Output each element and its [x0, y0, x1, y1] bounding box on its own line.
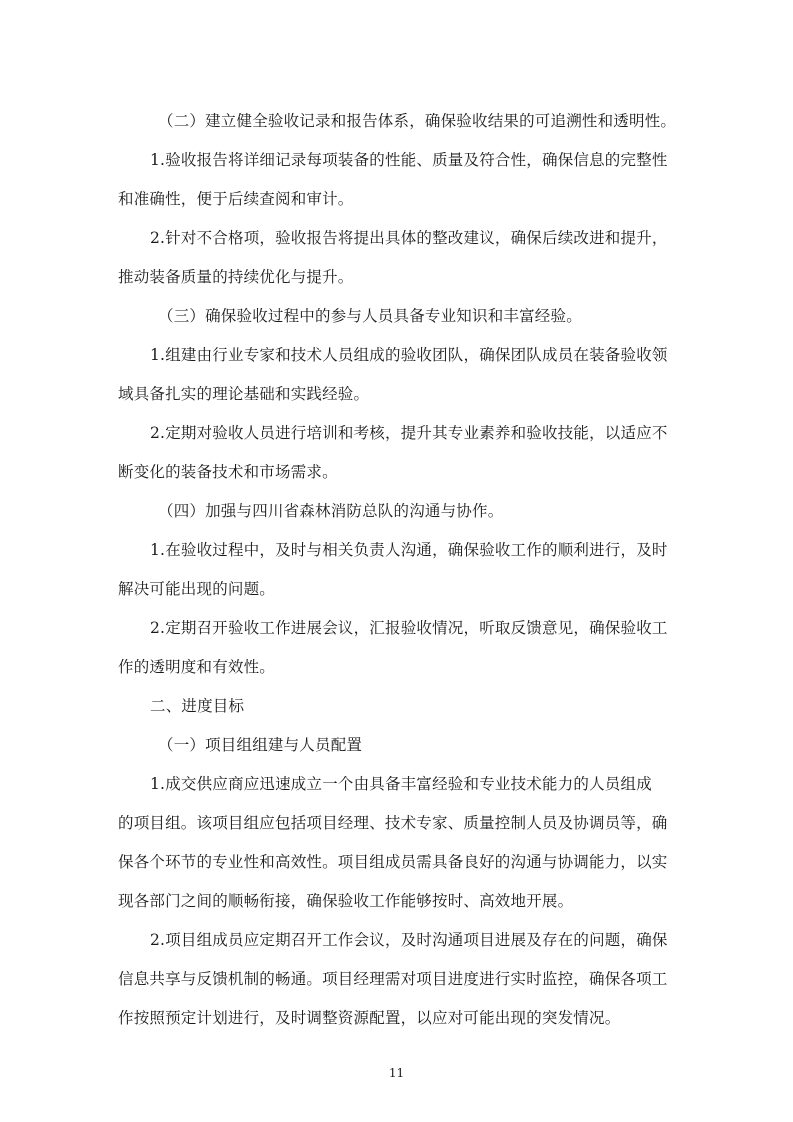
paragraph-line: 1.在验收过程中，及时与相关负责人沟通，确保验收工作的顺利进行，及时: [150, 541, 668, 559]
paragraph-line: 作的透明度和有效性。: [118, 658, 276, 676]
paragraph-line: 保各个环节的专业性和高效性。项目组成员需具备良好的沟通与协调能力，以实: [118, 853, 668, 871]
paragraph-line: 1.成交供应商应迅速成立一个由具备丰富经验和专业技术能力的人员组成: [150, 775, 652, 793]
section-heading-3: （三）确保验收过程中的参与人员具备专业知识和丰富经验。: [158, 307, 582, 325]
paragraph-line: 和准确性，便于后续查阅和审计。: [118, 190, 354, 208]
paragraph-line: 推动装备质量的持续优化与提升。: [118, 268, 354, 286]
paragraph-line: 作按照预定计划进行，及时调整资源配置，以应对可能出现的突发情况。: [118, 1009, 621, 1027]
paragraph-line: 2.定期召开验收工作进展会议，汇报验收情况，听取反馈意见，确保验收工: [150, 619, 668, 637]
paragraph-line: 域具备扎实的理论基础和实践经验。: [118, 385, 370, 403]
paragraph-line: 现各部门之间的顺畅衔接，确保验收工作能够按时、高效地开展。: [118, 892, 574, 910]
paragraph-line: 信息共享与反馈机制的畅通。项目经理需对项目进度进行实时监控，确保各项工: [118, 970, 668, 988]
chapter-heading: 二、进度目标: [150, 697, 245, 715]
paragraph-line: 的项目组。该项目组应包括项目经理、技术专家、质量控制人员及协调员等，确: [118, 814, 668, 832]
paragraph-line: 2.项目组成员应定期召开工作会议，及时沟通项目进展及存在的问题，确保: [150, 931, 668, 949]
paragraph-line: 解决可能出现的问题。: [118, 580, 276, 598]
paragraph-line: 2.针对不合格项，验收报告将提出具体的整改建议，确保后续改进和提升，: [150, 229, 668, 247]
page-number: 11: [388, 1066, 405, 1080]
paragraph-line: 1.验收报告将详细记录每项装备的性能、质量及符合性，确保信息的完整性: [150, 151, 668, 169]
paragraph-line: 2.定期对验收人员进行培训和考核，提升其专业素养和验收技能，以适应不: [150, 424, 668, 442]
paragraph-line: 断变化的装备技术和市场需求。: [118, 463, 338, 481]
section-heading-2: （二）建立健全验收记录和报告体系，确保验收结果的可追溯性和透明性。: [158, 112, 677, 130]
paragraph-line: 1.组建由行业专家和技术人员组成的验收团队，确保团队成员在装备验收领: [150, 346, 668, 364]
section-heading-1: （一）项目组组建与人员配置: [158, 736, 363, 754]
section-heading-4: （四）加强与四川省森林消防总队的沟通与协作。: [158, 502, 504, 520]
